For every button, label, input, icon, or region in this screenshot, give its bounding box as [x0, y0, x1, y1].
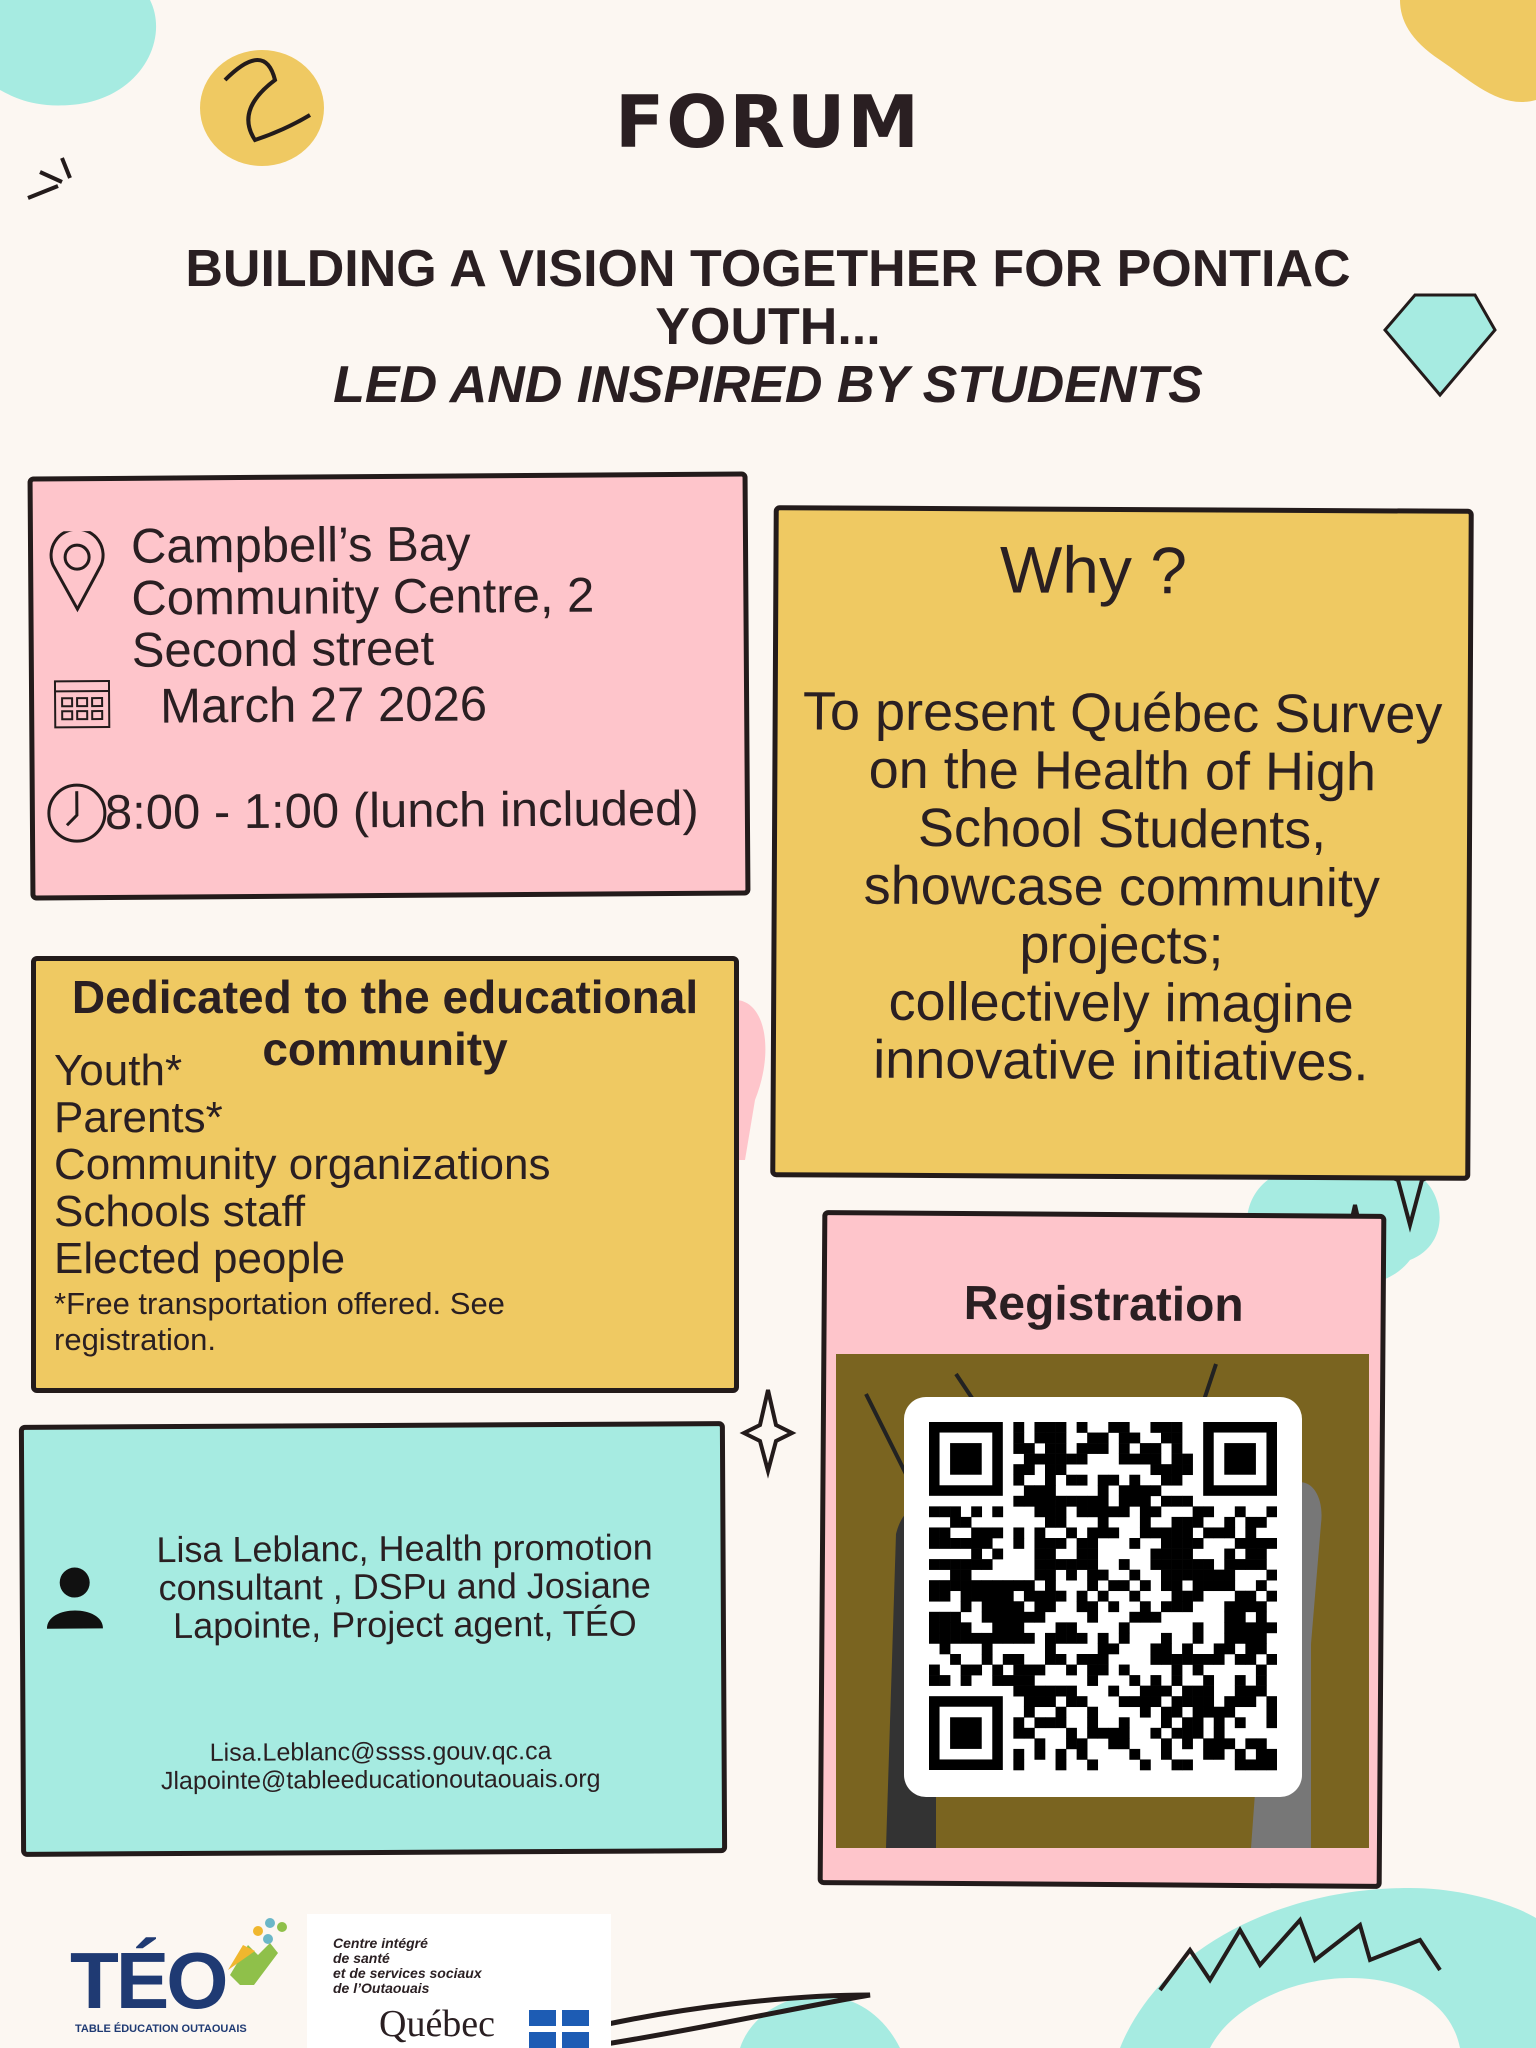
cisss-logo	[307, 1914, 611, 2048]
why-text	[776, 682, 1468, 1092]
why-line: innovative initiatives.	[873, 1029, 1369, 1093]
heading-line-2: YOUTH...	[655, 298, 881, 356]
event-date: March 27 2026	[159, 677, 488, 734]
teo-logo-text: TÉO	[70, 1936, 226, 2025]
contact-email-2[interactable]: Jlapointe@tableeducationoutaouais.org	[160, 1764, 601, 1796]
audience-title-line-1: Dedicated to the educational	[71, 971, 699, 1023]
location-line-1: Campbell’s Bay	[130, 517, 471, 574]
why-card	[770, 505, 1474, 1181]
contact-card	[19, 1421, 727, 1857]
heading-line-3: LED AND INSPIRED BY STUDENTS	[333, 356, 1203, 414]
why-line: collectively imagine	[888, 971, 1354, 1035]
event-details-card	[28, 471, 751, 900]
why-line: School Students,	[917, 797, 1327, 861]
cisss-line: et de services sociaux	[333, 1965, 482, 1981]
why-title: Why ?	[999, 532, 1188, 608]
clock-icon	[45, 781, 109, 845]
qr-code-icon	[929, 1422, 1277, 1772]
quebec-flag-icon	[529, 2010, 589, 2048]
calendar-icon	[52, 671, 112, 731]
forum-title: FORUM	[615, 80, 921, 164]
teo-logo-subtitle: TABLE ÉDUCATION OUTAOUAIS	[75, 2023, 247, 2035]
contact-email-1[interactable]: Lisa.Leblanc@ssss.gouv.qc.ca	[209, 1737, 552, 1767]
audience-item: Youth*	[54, 1046, 183, 1095]
why-line: projects;	[1019, 914, 1224, 976]
transport-note-2: registration.	[54, 1322, 216, 1357]
location-line-2: Community Centre, 2	[131, 568, 595, 626]
audience-item: Elected people	[54, 1234, 346, 1283]
teo-logo	[70, 1915, 290, 2035]
audience-title-line-2: community	[262, 1023, 508, 1075]
location-pin-icon	[47, 531, 108, 613]
contact-line: Lisa Leblanc, Health promotion	[156, 1526, 653, 1571]
cisss-line: de l’Outaouais	[333, 1980, 430, 1996]
why-line: showcase community	[863, 855, 1381, 919]
cisss-line: de santé	[333, 1950, 390, 1966]
audience-item: Parents*	[54, 1093, 223, 1142]
transport-note-1: *Free transportation offered. See	[54, 1286, 505, 1321]
why-line: on the Health of High	[868, 739, 1377, 803]
person-icon	[45, 1564, 105, 1630]
quebec-wordmark: Québec	[379, 2003, 496, 2045]
contact-line: Lapointe, Project agent, TÉO	[173, 1602, 637, 1647]
event-heading	[100, 240, 1436, 414]
location-line-3: Second street	[131, 621, 435, 678]
registration-qr-code[interactable]	[904, 1397, 1302, 1797]
event-time: 8:00 - 1:00 (lunch included)	[104, 781, 699, 840]
contact-line: consultant , DSPu and Josiane	[158, 1564, 651, 1609]
registration-title: Registration	[963, 1277, 1244, 1332]
audience-card	[31, 956, 739, 1393]
why-line: To present Québec Survey	[802, 681, 1443, 745]
cisss-line: Centre intégré	[333, 1935, 428, 1951]
audience-item: Schools staff	[54, 1187, 306, 1236]
audience-item: Community organizations	[54, 1140, 551, 1189]
heading-line-1: BUILDING A VISION TOGETHER FOR PONTIAC	[185, 240, 1351, 298]
